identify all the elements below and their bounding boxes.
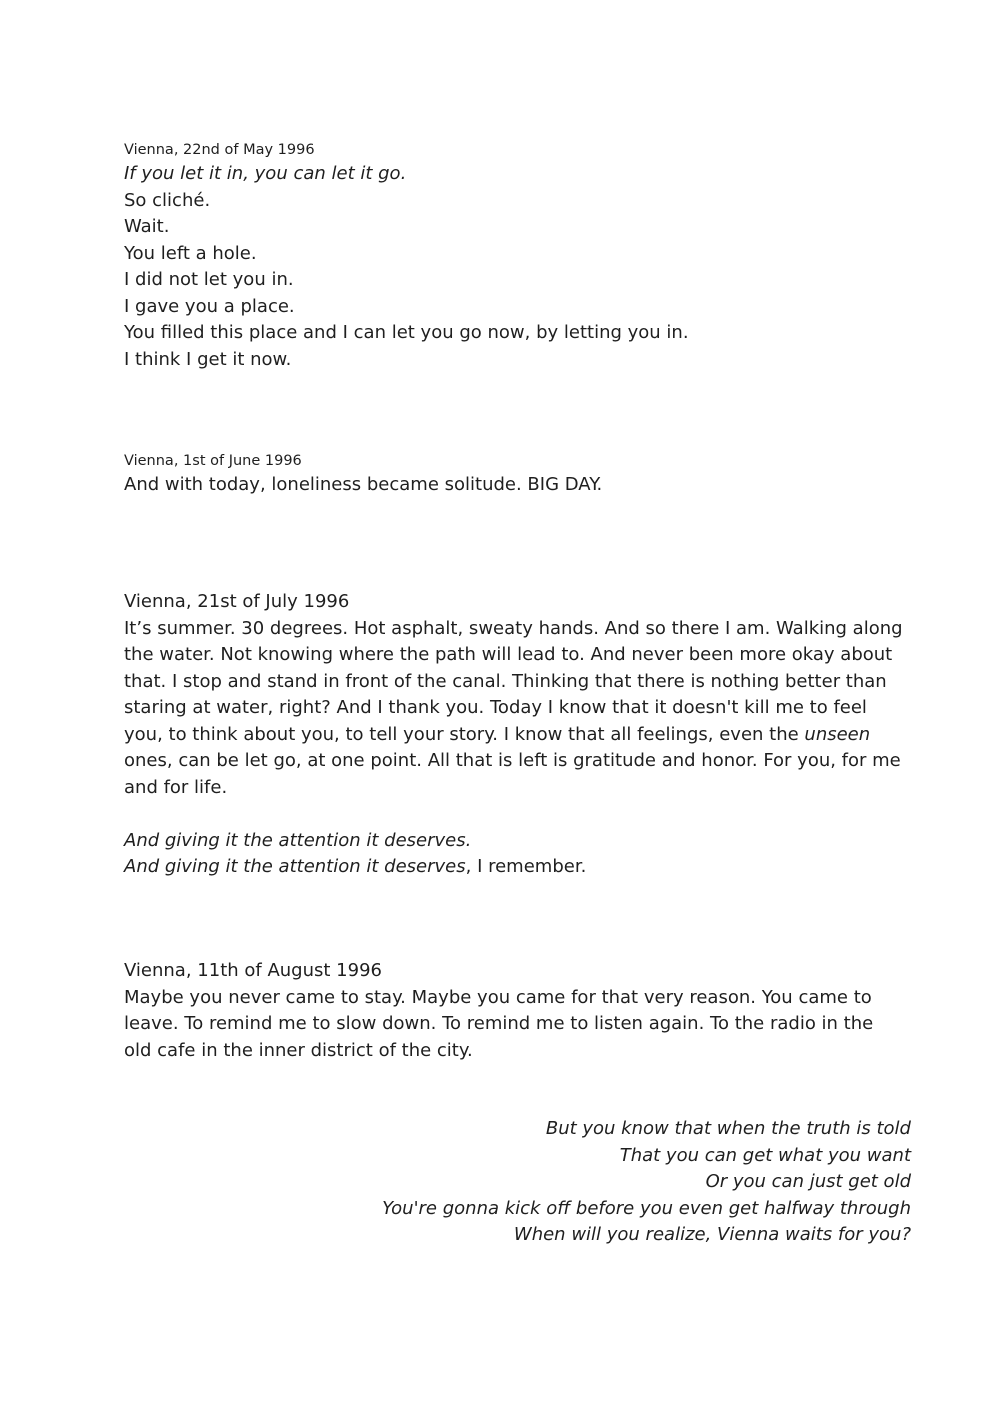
closing-line: And giving it the attention it deserves. [124, 829, 472, 851]
lyric-line: You're gonna kick off before you even get halfway through [382, 1197, 911, 1219]
entry-line: staring at water, right? And I thank you. Today I know that it doesn't kill me to feel [124, 697, 867, 718]
closing-line-rest: , I remember. [465, 856, 587, 877]
entry-date: Vienna, 22nd of May 1996 [124, 142, 315, 158]
closing-line [124, 854, 914, 881]
entry-line: I think I get it now. [124, 348, 292, 370]
entry-line: and for life. [124, 776, 228, 798]
entry-line: If you let it in, you can let it go. [124, 163, 407, 184]
entry-line: And with today, loneliness became solitude. BIG DAY. [124, 474, 603, 495]
lyric-line: Or you can just get old [705, 1171, 911, 1192]
entry-line [124, 722, 914, 749]
entry-line: leave. To remind me to slow down. To remind me to listen again. To the radio in the [124, 1013, 874, 1034]
diary-entry-july [124, 589, 914, 881]
entry-line: that. I stop and stand in front of the canal. Thinking that there is nothing better than [124, 670, 887, 692]
entry-date: Vienna, 1st of June 1996 [124, 453, 302, 469]
entry-line: I gave you a place. [124, 295, 295, 317]
closing-line-emphasis: And giving it the attention it deserves [124, 856, 466, 877]
diary-entry-may [124, 139, 914, 373]
entry-date: Vienna, 11th of August 1996 [124, 960, 382, 981]
entry-line: old cafe in the inner district of the city. [124, 1039, 473, 1061]
entry-line: I did not let you in. [124, 269, 294, 290]
entry-line-text: you, to think about you, to tell your story. I know that all feelings, even the [124, 723, 805, 745]
diary-entry-june [124, 450, 914, 499]
song-lyrics [382, 1116, 911, 1249]
diary-entry-august [124, 958, 914, 1064]
entry-line: ones, can be let go, at one point. All that is left is gratitude and honor. For you, for me [124, 750, 901, 771]
lyric-line: That you can get what you want [619, 1144, 911, 1166]
entry-line: So cliché. [124, 189, 211, 211]
lyric-line: When will you realize, Vienna waits for you? [513, 1224, 911, 1245]
paragraph-gap [124, 801, 914, 828]
entry-line-emphasis: unseen [804, 723, 871, 745]
entry-line: You filled this place and I can let you go now, by letting you in. [124, 322, 689, 343]
entry-line: Wait. [124, 216, 170, 237]
lyric-line: But you know that when the truth is told [545, 1118, 911, 1139]
entry-line: It’s summer. 30 degrees. Hot asphalt, sweaty hands. And so there I am. Walking along [124, 617, 903, 639]
entry-date: Vienna, 21st of July 1996 [124, 591, 350, 612]
entry-line: the water. Not knowing where the path will lead to. And never been more okay about [124, 644, 893, 665]
entry-line: Maybe you never came to stay. Maybe you came for that very reason. You came to [124, 986, 872, 1008]
entry-line: You left a hole. [124, 242, 257, 264]
